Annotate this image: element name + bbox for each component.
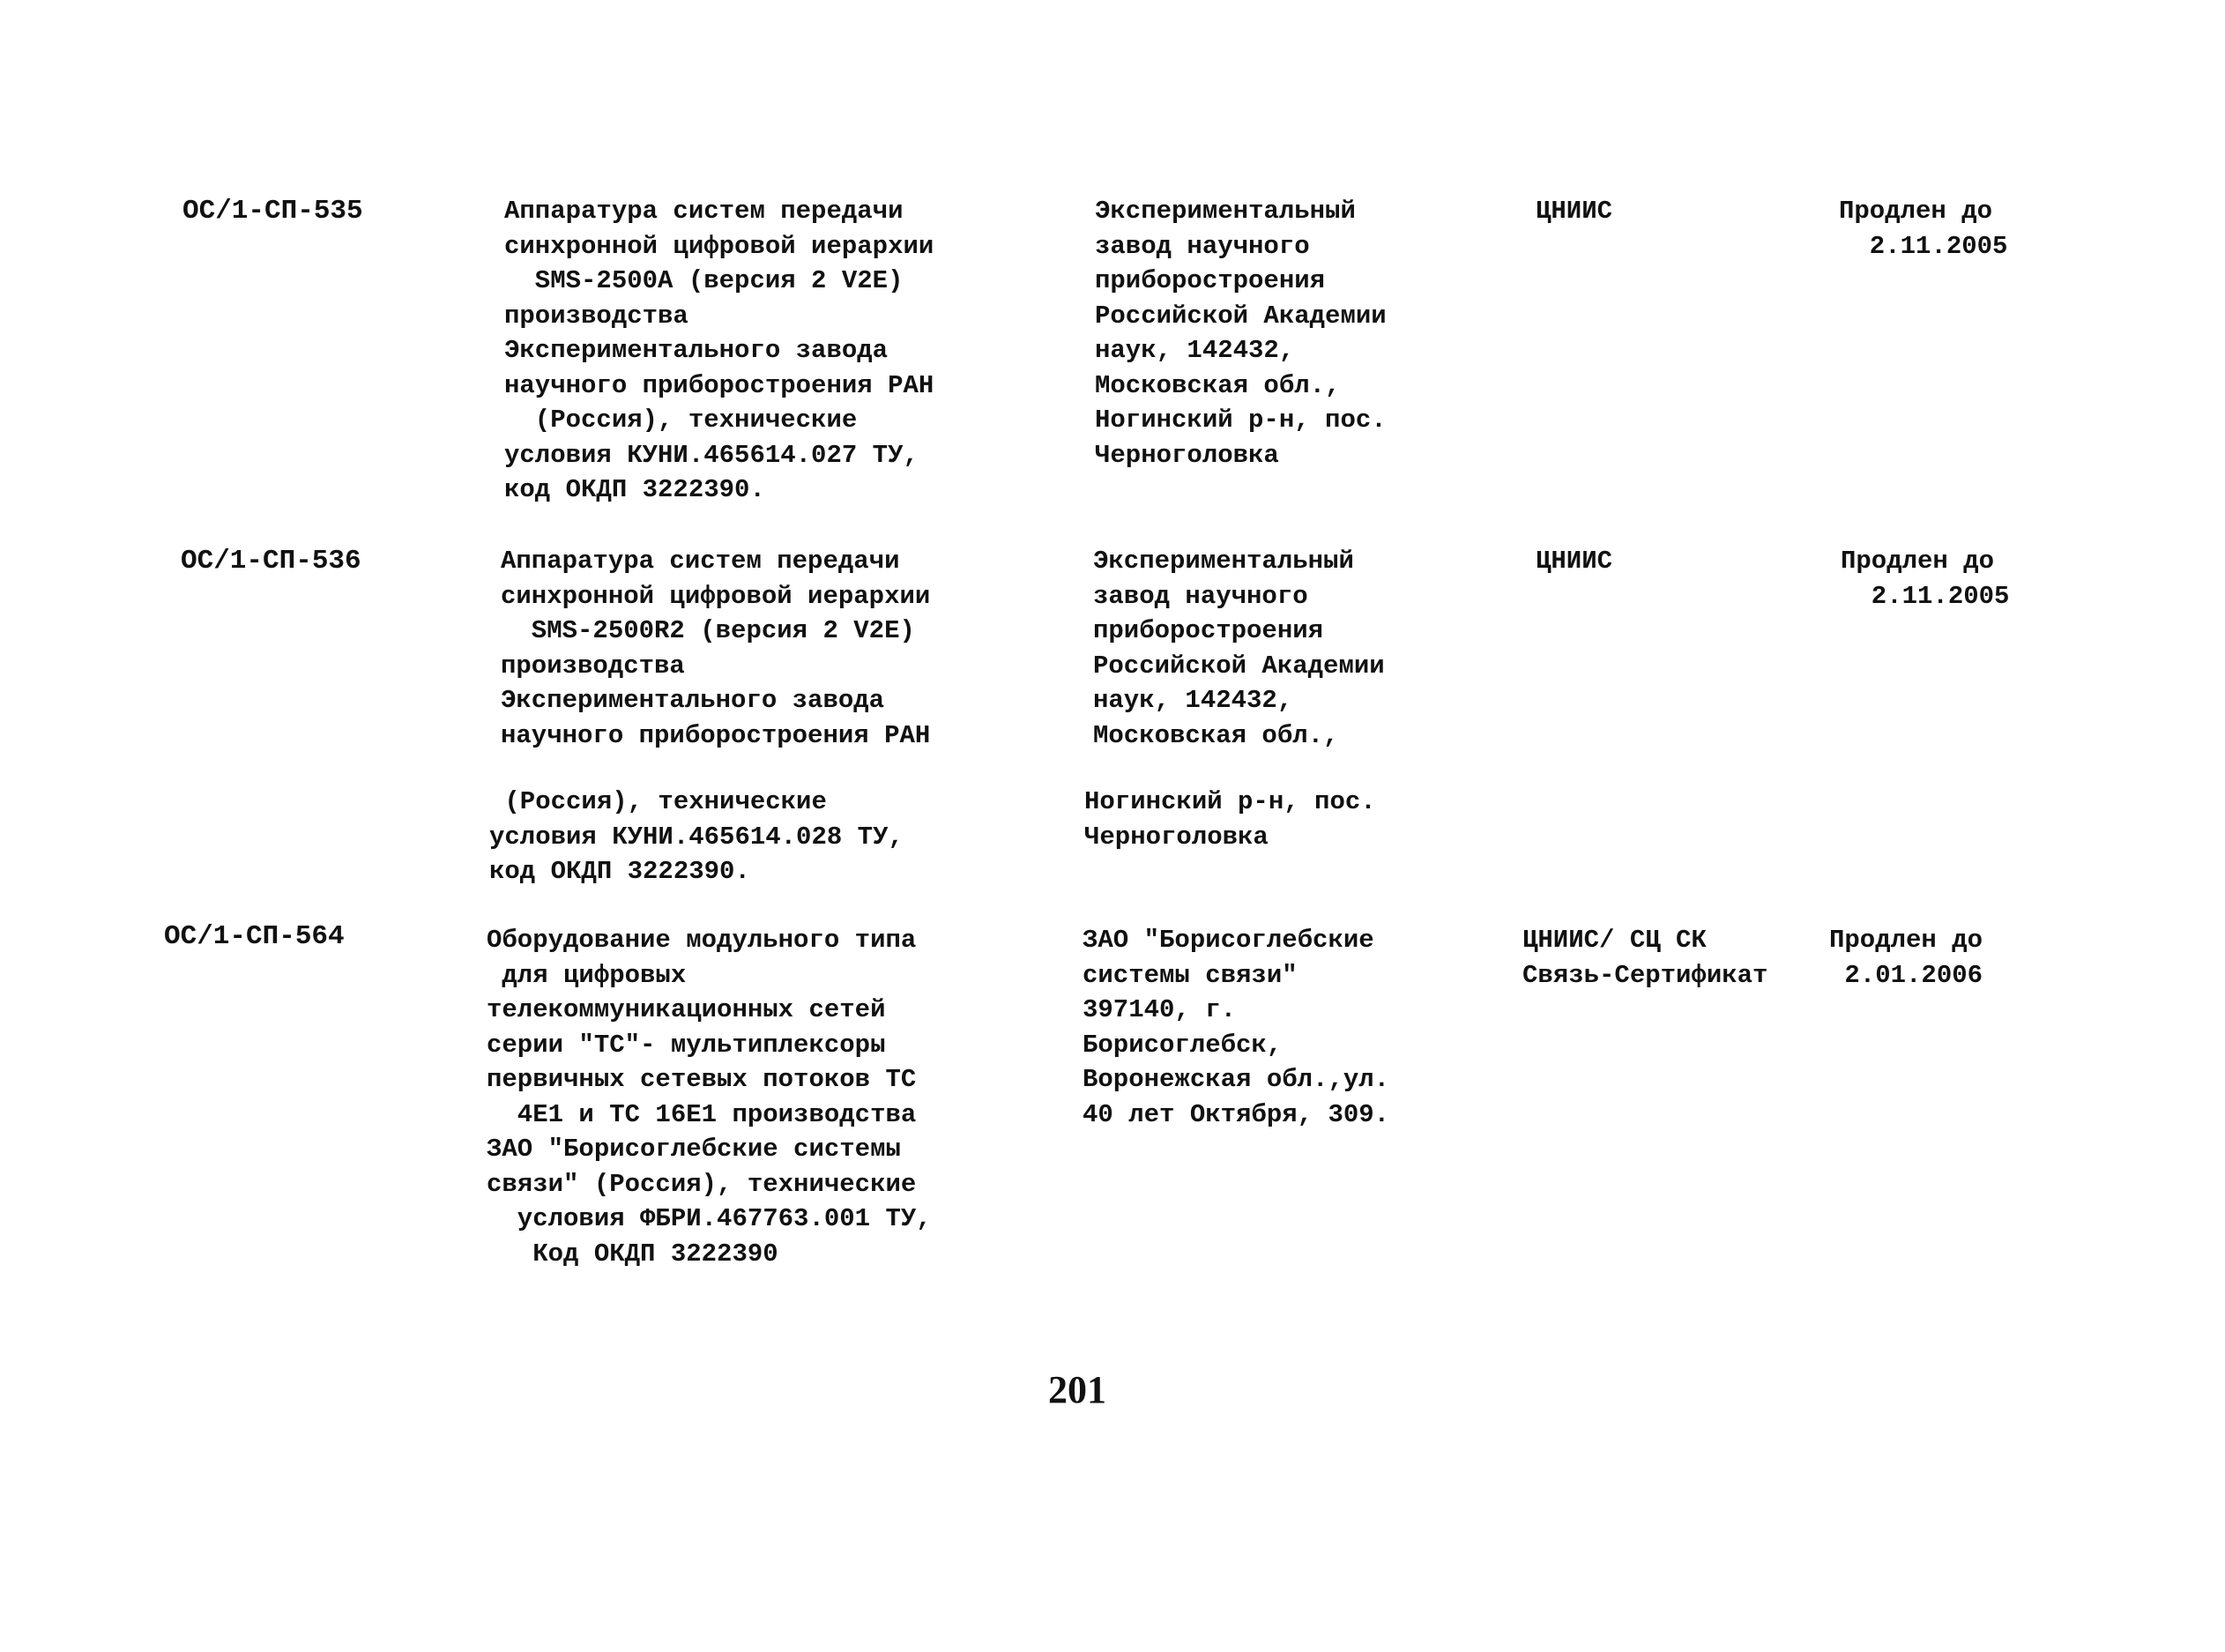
entry-1-manufacturer-line: приборостроения xyxy=(1095,266,1326,295)
entry-3-certification-body-line: Связь-Сертификат xyxy=(1522,960,1768,990)
entry-1-description-line: синхронной цифровой иерархии xyxy=(504,231,934,261)
entry-3-code: ОС/1-СП-564 xyxy=(164,921,345,952)
entry-3-manufacturer-line: 397140, г. xyxy=(1083,995,1237,1024)
entry-1-status xyxy=(1839,194,2007,264)
entry-3-description-line: Код ОКДП 3222390 xyxy=(487,1239,778,1269)
entry-1-description-line: условия КУНИ.465614.027 ТУ, xyxy=(504,440,919,470)
entry-2-certification-body xyxy=(1536,544,1612,579)
entry-2-manufacturer-line: Московская обл., xyxy=(1093,720,1339,750)
entry-3-status-line: Продлен до xyxy=(1829,926,1983,955)
entry-2-description-continued-line: (Россия), технические xyxy=(489,787,827,816)
entry-1-description xyxy=(504,194,934,508)
entry-1-manufacturer-line: Российской Академии xyxy=(1095,301,1387,331)
entry-3-certification-body xyxy=(1522,923,1767,993)
entry-2-certification-body-line: ЦНИИС xyxy=(1536,547,1613,576)
entry-3-manufacturer xyxy=(1083,923,1389,1132)
entry-2-description-line: научного приборостроения РАН xyxy=(501,720,931,750)
entry-1-description-line: Экспериментального завода xyxy=(504,336,889,365)
entry-1-description-line: Аппаратура систем передачи xyxy=(504,197,904,226)
entry-3-description-line: Оборудование модульного типа xyxy=(487,926,917,955)
entry-1-description-line: производства xyxy=(504,301,688,331)
entry-1-certification-body-line: ЦНИИС xyxy=(1536,197,1613,226)
entry-3-manufacturer-line: Воронежская обл.,ул. xyxy=(1083,1065,1390,1094)
entry-2-manufacturer-line: Российской Академии xyxy=(1093,651,1385,681)
entry-2-description-continued xyxy=(489,785,904,889)
entry-3-description-line: серии "ТС"- мультиплексоры xyxy=(487,1030,886,1060)
entry-1-description-line: (Россия), технические xyxy=(504,406,858,435)
entry-3-description xyxy=(487,923,932,1271)
entry-3-manufacturer-line: Борисоглебск, xyxy=(1083,1030,1283,1060)
entry-2-description-line: SMS-2500R2 (версия 2 V2E) xyxy=(501,616,915,645)
entry-3-description-line: условия ФБРИ.467763.001 ТУ, xyxy=(487,1204,932,1233)
entry-3-manufacturer-line: ЗАО "Борисоглебские xyxy=(1083,926,1374,955)
entry-3-description-line: для цифровых xyxy=(487,960,687,990)
entry-3-description-line: первичных сетевых потоков ТС xyxy=(487,1065,917,1094)
entry-2-status-line: Продлен до xyxy=(1841,547,1995,576)
entry-1-manufacturer-line: завод научного xyxy=(1095,231,1310,261)
entry-2-description-line: производства xyxy=(501,651,685,681)
entry-3-description-line: связи" (Россия), технические xyxy=(487,1169,917,1199)
entry-2-manufacturer xyxy=(1093,544,1385,753)
entry-2-status-line: 2.11.2005 xyxy=(1841,581,2010,611)
entry-1-code: ОС/1-СП-535 xyxy=(182,196,363,227)
entry-3-manufacturer-line: системы связи" xyxy=(1083,960,1298,990)
entry-2-description-continued-line: код ОКДП 3222390. xyxy=(489,857,750,886)
entry-1-manufacturer-line: Экспериментальный xyxy=(1095,197,1356,226)
entry-1-description-line: код ОКДП 3222390. xyxy=(504,475,765,504)
page-number: 201 xyxy=(1048,1368,1106,1411)
entry-2-manufacturer-continued-line: Черноголовка xyxy=(1084,822,1269,852)
entry-3-description-line: 4E1 и ТС 16E1 производства xyxy=(487,1099,917,1129)
entry-2-manufacturer-line: приборостроения xyxy=(1093,616,1324,645)
entry-2-description-continued-line: условия КУНИ.465614.028 ТУ, xyxy=(489,822,904,852)
entry-2-status xyxy=(1841,544,2009,614)
entry-3-description-line: телекоммуникационных сетей xyxy=(487,995,886,1024)
entry-2-manufacturer-line: завод научного xyxy=(1093,581,1308,611)
entry-2-manufacturer-continued xyxy=(1084,785,1376,854)
entry-2-description-line: Экспериментального завода xyxy=(501,686,885,715)
entry-1-manufacturer-line: Московская обл., xyxy=(1095,370,1341,400)
entry-2-description xyxy=(501,544,930,753)
entry-2-manufacturer-continued-line: Ногинский р-н, пос. xyxy=(1084,787,1376,816)
entry-3-status xyxy=(1829,923,1983,993)
entry-1-manufacturer-line: наук, 142432, xyxy=(1095,336,1295,365)
entry-3-description-line: ЗАО "Борисоглебские системы xyxy=(487,1135,901,1164)
entry-3-certification-body-line: ЦНИИС/ СЦ СК xyxy=(1522,926,1707,955)
entry-1-manufacturer xyxy=(1095,194,1387,473)
entry-1-description-line: SMS-2500A (версия 2 V2E) xyxy=(504,266,904,295)
entry-2-code: ОС/1-СП-536 xyxy=(181,546,361,577)
entry-1-manufacturer-line: Ногинский р-н, пос. xyxy=(1095,406,1387,435)
entry-2-description-line: Аппаратура систем передачи xyxy=(501,547,900,576)
entry-2-manufacturer-line: наук, 142432, xyxy=(1093,686,1293,715)
entry-1-status-line: Продлен до xyxy=(1839,197,1993,226)
entry-1-description-line: научного приборостроения РАН xyxy=(504,370,934,400)
entry-1-certification-body xyxy=(1536,194,1612,229)
entry-1-status-line: 2.11.2005 xyxy=(1839,231,2008,261)
entry-3-status-line: 2.01.2006 xyxy=(1829,960,1983,990)
entry-2-manufacturer-line: Экспериментальный xyxy=(1093,547,1354,576)
entry-1-manufacturer-line: Черноголовка xyxy=(1095,440,1279,470)
entry-3-manufacturer-line: 40 лет Октября, 309. xyxy=(1083,1099,1390,1129)
entry-2-description-line: синхронной цифровой иерархии xyxy=(501,581,931,611)
